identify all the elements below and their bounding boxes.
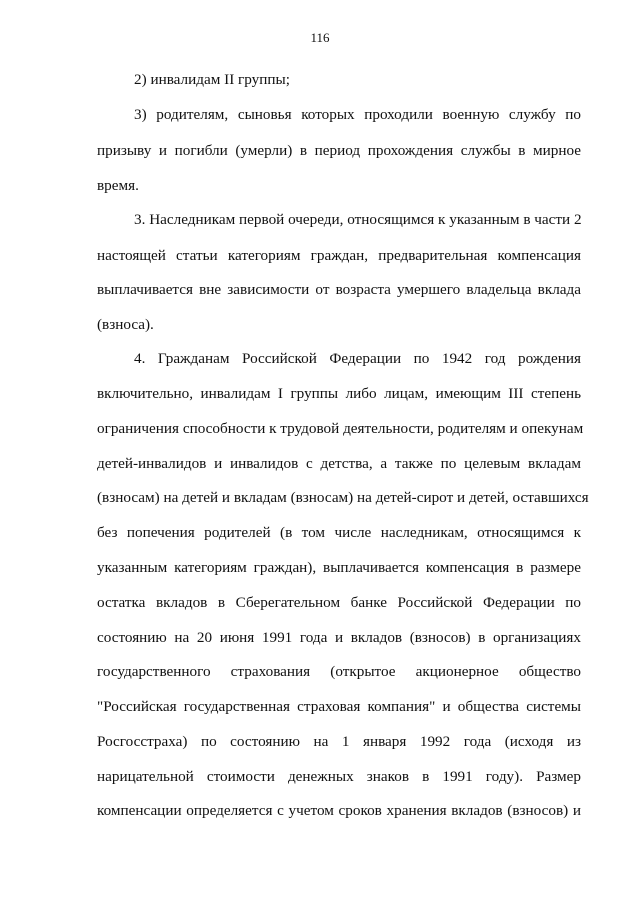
- text-line: 3) родителям, сыновья которых проходили военную службу по: [134, 106, 581, 123]
- text-line: государственного страхования (открытое акционерное общество: [97, 663, 581, 680]
- text-line: остатка вкладов в Сберегательном банке Российской Федерации по: [97, 594, 581, 611]
- text-line: ограничения способности к трудовой деятельности, родителям и опекунам: [97, 420, 584, 437]
- text-line: детей-инвалидов и инвалидов с детства, а также по целевым вкладам: [97, 455, 581, 472]
- text-line: включительно, инвалидам I группы либо лицам, имеющим III степень: [97, 385, 581, 402]
- text-line: компенсации определяется с учетом сроков хранения вкладов (взносов) и: [97, 802, 581, 819]
- text-line: выплачивается вне зависимости от возраста умершего владельца вклада: [97, 281, 581, 298]
- text-line: (взноса).: [97, 316, 154, 333]
- text-line: указанным категориям граждан), выплачивается компенсация в размере: [97, 559, 581, 576]
- text-line: состоянию на 20 июня 1991 года и вкладов (взносов) в организациях: [97, 629, 581, 646]
- text-line: время.: [97, 177, 139, 194]
- text-line: настоящей статьи категориям граждан, предварительная компенсация: [97, 247, 581, 264]
- text-line: "Российская государственная страховая компания" и общества системы: [97, 698, 581, 715]
- text-line: (взносам) на детей и вкладам (взносам) на детей-сирот и детей, оставшихся: [97, 489, 589, 506]
- text-line: без попечения родителей (в том числе наследникам, относящимся к: [97, 524, 581, 541]
- text-line: 2) инвалидам II группы;: [134, 71, 290, 88]
- text-line: нарицательной стоимости денежных знаков в 1991 году). Размер: [97, 768, 581, 785]
- text-line: 3. Наследникам первой очереди, относящимся к указанным в части 2: [134, 211, 582, 228]
- page-number: 116: [310, 30, 330, 45]
- text-line: призыву и погибли (умерли) в период прохождения службы в мирное: [97, 142, 581, 159]
- text-line: 4. Гражданам Российской Федерации по 1942 год рождения: [134, 350, 581, 367]
- text-line: Росгосстраха) по состоянию на 1 января 1992 года (исходя из: [97, 733, 581, 750]
